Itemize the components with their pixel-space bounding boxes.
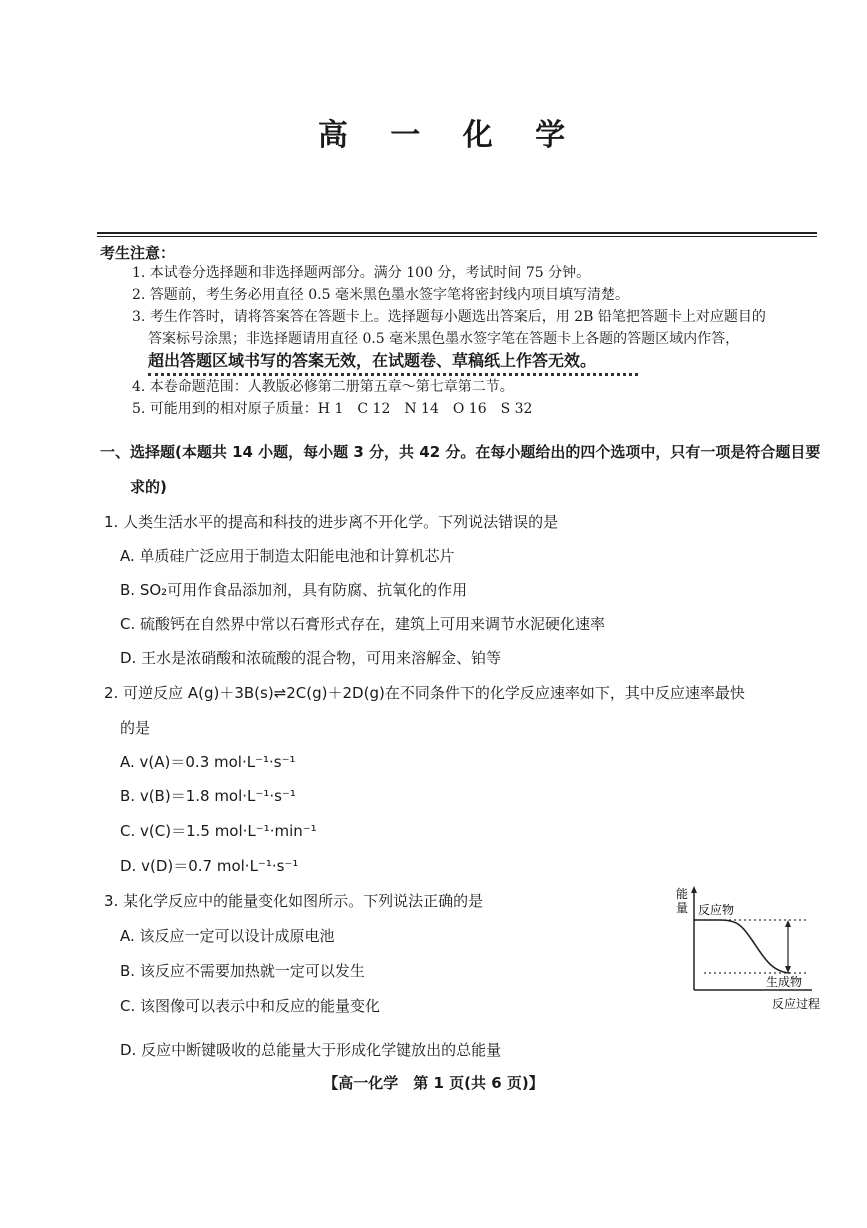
notice-item-3: 3. 考生作答时，请将答案答在答题卡上。选择题每小题选出答案后，用 2B 铅笔把答题卡上对应题目的: [132, 309, 766, 325]
question-1-stem: 1. 人类生活水平的提高和科技的进步离不开化学。下列说法错误的是: [104, 513, 559, 531]
section-heading: 一、选择题(本题共 14 小题，每小题 3 分，共 42 分。在每小题给出的四个选项中，只有一项是符合题目要: [100, 443, 821, 461]
notice-heading: 考生注意：: [100, 244, 176, 262]
section-heading-cont: 求的): [130, 478, 167, 496]
question-3-stem: 3. 某化学反应中的能量变化如图所示。下列说法正确的是: [104, 892, 484, 910]
question-1-option-b: B. SO₂可用作食品添加剂，具有防腐、抗氧化的作用: [120, 581, 468, 599]
question-3-option-d: D. 反应中断键吸收的总能量大于形成化学键放出的总能量: [120, 1041, 502, 1059]
question-2-stem: 2. 可逆反应 A(g)＋3B(s)⇌2C(g)＋2D(g)在不同条件下的化学反应速率如下，其中反应速率最快: [104, 684, 745, 702]
arrow-up-icon: [785, 920, 791, 927]
page-title: 高 一 化 学: [317, 118, 582, 153]
header-rule-thick: [97, 232, 817, 234]
reactant-label: 反应物: [698, 903, 735, 917]
notice-item-3-cont: 答案标号涂黑；非选择题请用直径 0.5 毫米黑色墨水签字笔在答题卡上各题的答题区域内作答，: [148, 331, 740, 347]
question-1-option-c: C. 硫酸钙在自然界中常以石膏形式存在，建筑上可用来调节水泥硬化速率: [120, 615, 606, 633]
y-axis-arrow-icon: [691, 886, 697, 893]
question-2-stem-cont: 的是: [120, 719, 151, 737]
question-2-option-b: B. v(B)＝1.8 mol·L⁻¹·s⁻¹: [120, 787, 296, 805]
question-3-option-a: A. 该反应一定可以设计成原电池: [120, 927, 335, 945]
page-footer: 【高一化学 第 1 页(共 6 页)】: [323, 1074, 544, 1092]
question-2-option-c: C. v(C)＝1.5 mol·L⁻¹·min⁻¹: [120, 822, 317, 840]
question-1-option-d: D. 王水是浓硝酸和浓硫酸的混合物，可用来溶解金、铂等: [120, 649, 502, 667]
header-rule-thin: [97, 236, 817, 237]
notice-item-1: 1. 本试卷分选择题和非选择题两部分。满分 100 分，考试时间 75 分钟。: [132, 265, 591, 281]
question-3-option-b: B. 该反应不需要加热就一定可以发生: [120, 962, 365, 980]
product-label: 生成物: [766, 975, 803, 989]
x-axis-label: 反应过程: [772, 997, 821, 1011]
notice-item-5: 5. 可能用到的相对原子质量：H 1 C 12 N 14 O 16 S 32: [132, 401, 533, 417]
notice-item-2: 2. 答题前，考生务必用直径 0.5 毫米黑色墨水签字笔将密封线内项目填写清楚。: [132, 287, 629, 303]
question-2-option-d: D. v(D)＝0.7 mol·L⁻¹·s⁻¹: [120, 857, 299, 875]
question-2-option-a: A. v(A)＝0.3 mol·L⁻¹·s⁻¹: [120, 753, 296, 771]
y-axis-label-bottom: 量: [676, 901, 689, 915]
notice-item-3-emphasis: 超出答题区域书写的答案无效，在试题卷、草稿纸上作答无效。: [148, 351, 597, 370]
question-3-option-c: C. 该图像可以表示中和反应的能量变化: [120, 997, 381, 1015]
energy-curve: [694, 920, 790, 973]
y-axis-label-top: 能: [676, 887, 689, 901]
notice-item-4: 4. 本卷命题范围：人教版必修第二册第五章～第七章第二节。: [132, 379, 514, 395]
question-1-option-a: A. 单质硅广泛应用于制造太阳能电池和计算机芯片: [120, 547, 455, 565]
energy-diagram: [672, 882, 832, 1017]
